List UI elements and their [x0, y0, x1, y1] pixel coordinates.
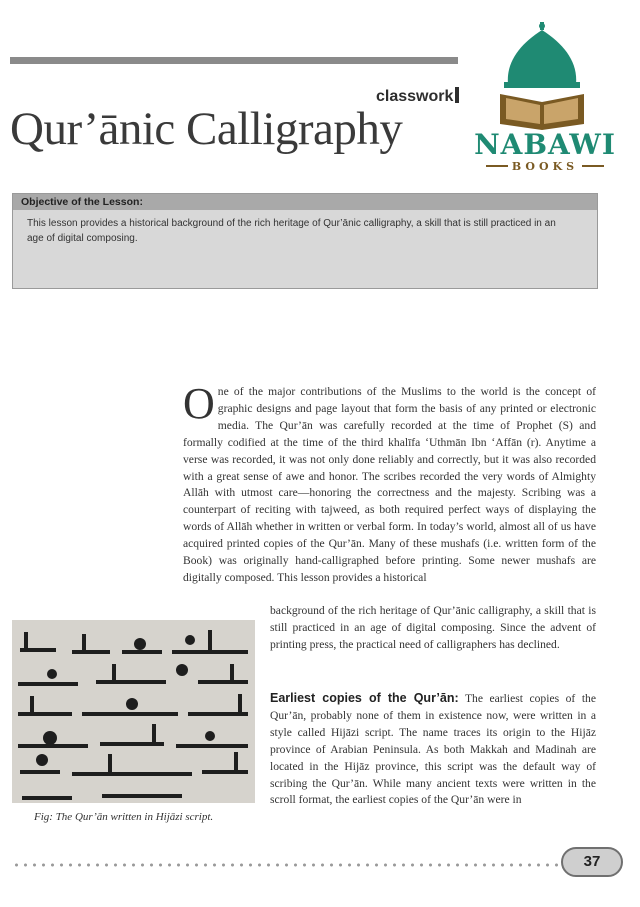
intro-paragraph-text: ne of the major contributions of the Muslims to the world is the concept of graphic designs and page layout that form the basis of any printed or electronic media. The Qur’ān was carefully recorded at the time of Prophet (S) and formally codified at the time of the third khalīfa ‘Uthmān Ibn ‘Affān (r). Anytime a verse was recorded, it was not only done reliably and correctly, but it was also recorded with a great sense of awe and honor. The scribes recorded the very words of Almighty Allāh with utmost care—honoring the correctness and the majesty. Scribing was a counterpart of reciting with tajweed, as both required perfect ways of displaying the words of Allāh whether in written or verbal form. In today’s world, almost all of us have acquired printed copies of the Qur’ān. Many of these mushafs (i.e. written form of the Book) was originally hand-calligraphed before printing. Some newer mushafs are digitally composed. This lesson provides a historical — [183, 385, 596, 584]
page-number-badge: 37 — [561, 847, 623, 877]
drop-cap: O — [183, 379, 215, 428]
intro-paragraph — [183, 379, 596, 587]
intro-paragraph-continuation: background of the rich heritage of Qur’ānic calligraphy, a skill that is still practiced in an age of digital composing. Since the advent of printing press, the practical need of calligraphers has declined. — [270, 604, 596, 651]
logo-brand-text: NABAWI — [474, 128, 616, 161]
figure-caption: Fig: The Qur’ān written in Hijāzi script. — [34, 811, 214, 823]
objective-text: This lesson provides a historical background of the rich heritage of Qur’ānic calligraphy, a skill that is still practiced in an age of digital composing. — [27, 218, 556, 244]
classwork-label: classwork — [376, 87, 459, 106]
page-title: Qur’ānic Calligraphy — [10, 103, 403, 155]
logo-line-right — [582, 165, 604, 167]
calligraphy-manuscript-icon — [12, 620, 255, 803]
earliest-copies-section — [270, 690, 596, 809]
objective-box — [12, 193, 598, 289]
top-rule — [10, 57, 458, 64]
logo-line-left — [486, 165, 508, 167]
classwork-mark — [455, 87, 459, 103]
dotted-footer-rule — [12, 863, 560, 867]
logo-sub-text: BOOKS — [470, 160, 620, 173]
hijazi-manuscript-image — [12, 620, 255, 803]
section-heading: Earliest copies of the Qur’ān: — [270, 691, 459, 705]
objective-heading: Objective of the Lesson: — [13, 194, 597, 210]
section-text: The earliest copies of the Qur’ān, probably none of them in existence now, were written in a style called Hijāzi script. The name traces its origin to the Hijāz province of Arabian Peninsula. As both Makkah and Madinah are located in the Hijāz province, this script was the default way of scribing the Qur’ān. While many ancient texts were written in the scroll format, the earliest copies of the Qur’ān were in — [270, 692, 596, 807]
